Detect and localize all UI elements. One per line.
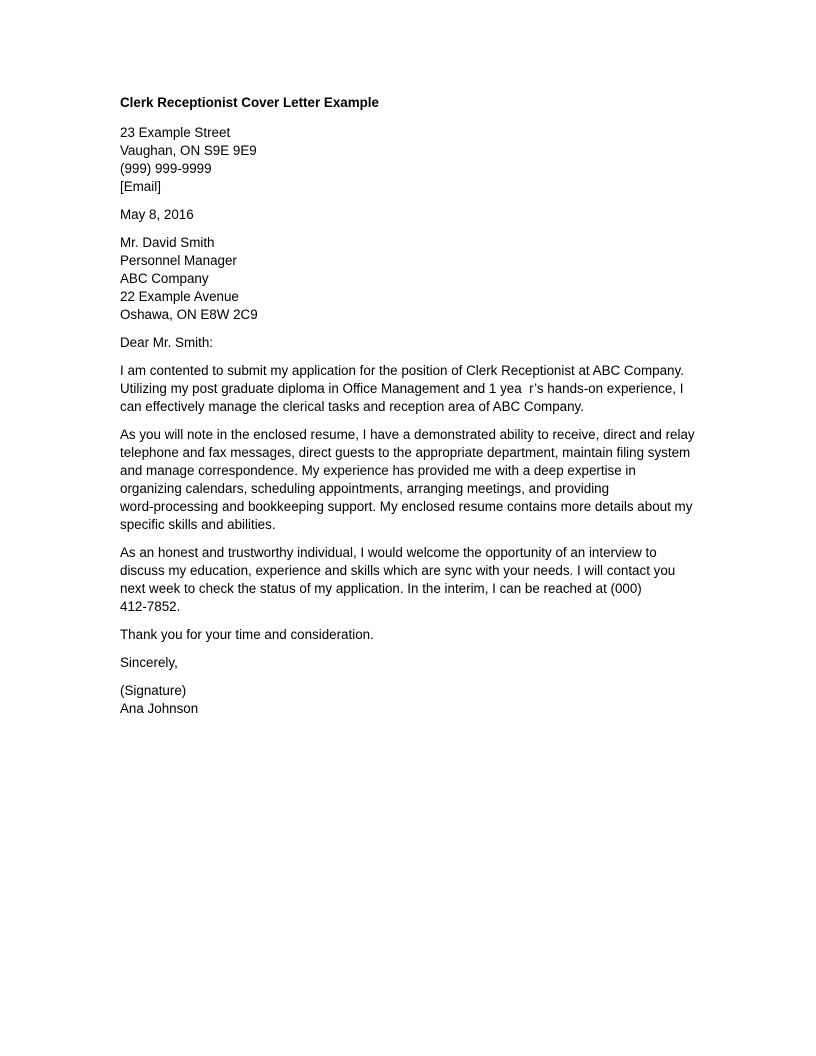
sender-city: Vaughan, ON S9E 9E9 xyxy=(120,143,257,158)
paragraph-line: Thank you for your time and consideration. xyxy=(120,627,374,642)
salutation xyxy=(120,334,690,352)
sender-phone: (999) 999-9999 xyxy=(120,161,212,176)
paragraph-line: discuss my education, experience and skills which are sync with your needs. I will contact you xyxy=(120,563,676,578)
recipient-city: Oshawa, ON E8W 2C9 xyxy=(120,307,258,322)
paragraph-interview xyxy=(120,544,690,616)
closing-text: Sincerely, xyxy=(120,655,178,670)
recipient-street: 22 Example Avenue xyxy=(120,289,239,304)
salutation-text: Dear Mr. Smith: xyxy=(120,335,214,350)
letter-date xyxy=(120,206,690,224)
paragraph-thanks xyxy=(120,626,690,644)
closing xyxy=(120,654,690,672)
paragraph-experience xyxy=(120,426,695,534)
paragraph-line: I am contented to submit my application for the position of Clerk Receptionist at ABC Company. xyxy=(120,363,684,378)
date-text: May 8, 2016 xyxy=(120,207,194,222)
paragraph-line: 412-7852. xyxy=(120,599,181,614)
paragraph-line: next week to check the status of my application. In the interim, I can be reached at (000) xyxy=(120,581,642,596)
paragraph-line: Utilizing my post graduate diploma in Office Management and 1 yea r’s hands-on experience, I xyxy=(120,381,684,396)
paragraph-line: telephone and fax messages, direct guests to the appropriate department, maintain filing system xyxy=(120,445,691,460)
document-title: Clerk Receptionist Cover Letter Example xyxy=(120,95,379,110)
paragraph-line: specific skills and abilities. xyxy=(120,517,276,532)
recipient-company: ABC Company xyxy=(120,271,209,286)
paragraph-line: organizing calendars, scheduling appointments, arranging meetings, and providing xyxy=(120,481,610,496)
letter-page xyxy=(120,94,695,728)
sender-street: 23 Example Street xyxy=(120,125,231,140)
signature-block xyxy=(120,682,690,718)
paragraph-line: As an honest and trustworthy individual, I would welcome the opportunity of an interview to xyxy=(120,545,657,560)
paragraph-line: As you will note in the enclosed resume, I have a demonstrated ability to receive, direct and relay xyxy=(120,427,695,442)
signature-placeholder: (Signature) xyxy=(120,683,187,698)
recipient-address xyxy=(120,234,690,324)
recipient-title: Personnel Manager xyxy=(120,253,237,268)
paragraph-intro xyxy=(120,362,690,416)
signer-name: Ana Johnson xyxy=(120,701,199,716)
paragraph-line: and manage correspondence. My experience has provided me with a deep expertise in xyxy=(120,463,636,478)
paragraph-line: can effectively manage the clerical tasks and reception area of ABC Company. xyxy=(120,399,584,414)
sender-address xyxy=(120,124,690,196)
paragraph-line: word-processing and bookkeeping support. My enclosed resume contains more details about my xyxy=(120,499,693,514)
sender-email: [Email] xyxy=(120,179,161,194)
recipient-name: Mr. David Smith xyxy=(120,235,215,250)
